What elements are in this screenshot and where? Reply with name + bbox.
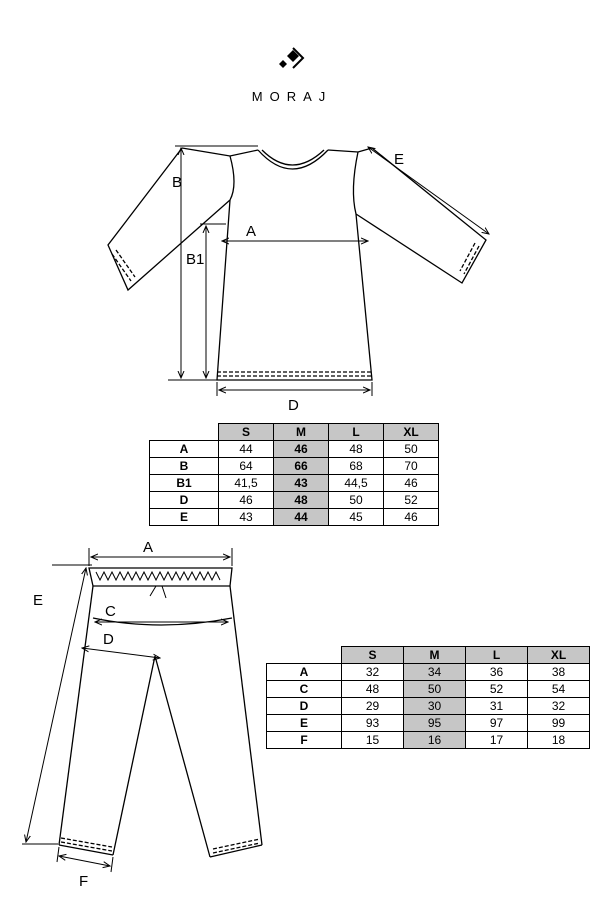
table-cell: 68 <box>329 458 384 475</box>
table-cell: 36 <box>466 664 528 681</box>
table-header-row <box>150 424 439 441</box>
table-cell: 15 <box>342 732 404 749</box>
shirt-label-a: A <box>246 223 257 240</box>
row-label: B1 <box>150 475 219 492</box>
pants-label-a: A <box>143 539 154 556</box>
table-row <box>150 441 439 458</box>
table-cell: 93 <box>342 715 404 732</box>
table-cell: 32 <box>342 664 404 681</box>
table-cell: 97 <box>466 715 528 732</box>
table-cell: 46 <box>384 475 439 492</box>
table-cell: 50 <box>329 492 384 509</box>
table-cell: 66 <box>274 458 329 475</box>
table-cell: 52 <box>466 681 528 698</box>
table-cell: 95 <box>404 715 466 732</box>
table-cell: 46 <box>384 509 439 526</box>
table-cell: 50 <box>404 681 466 698</box>
table-cell: 30 <box>404 698 466 715</box>
size-header: L <box>329 424 384 441</box>
table-cell: 44,5 <box>329 475 384 492</box>
row-label: E <box>267 715 342 732</box>
table-cell: 44 <box>219 441 274 458</box>
pants-label-d: D <box>103 631 114 648</box>
size-header: S <box>219 424 274 441</box>
table-row <box>150 509 439 526</box>
shirt-label-b: B <box>172 174 183 191</box>
table-row <box>267 715 590 732</box>
table-cell: 64 <box>219 458 274 475</box>
shirt-dimension-lines <box>168 146 489 396</box>
size-header: XL <box>528 647 590 664</box>
table-cell: 52 <box>384 492 439 509</box>
table-cell: 18 <box>528 732 590 749</box>
top-size-table <box>149 423 439 526</box>
pants-outline <box>59 568 262 857</box>
row-label: F <box>267 732 342 749</box>
row-label: E <box>150 509 219 526</box>
table-row <box>267 732 590 749</box>
table-row <box>267 664 590 681</box>
bottom-size-table <box>266 646 590 749</box>
shirt-outline <box>108 148 486 380</box>
row-label: D <box>150 492 219 509</box>
table-row <box>150 492 439 509</box>
size-header: M <box>404 647 466 664</box>
row-label: C <box>267 681 342 698</box>
table-cell: 48 <box>274 492 329 509</box>
table-header-row <box>267 647 590 664</box>
size-header: L <box>466 647 528 664</box>
table-cell: 99 <box>528 715 590 732</box>
table-cell: 38 <box>528 664 590 681</box>
row-label: A <box>267 664 342 681</box>
pants-label-c: C <box>105 603 116 620</box>
table-cell: 17 <box>466 732 528 749</box>
table-cell: 50 <box>384 441 439 458</box>
table-cell: 31 <box>466 698 528 715</box>
table-cell: 46 <box>219 492 274 509</box>
table-cell: 29 <box>342 698 404 715</box>
table-cell: 48 <box>329 441 384 458</box>
table-cell: 45 <box>329 509 384 526</box>
size-header: S <box>342 647 404 664</box>
table-cell: 43 <box>274 475 329 492</box>
table-cell: 16 <box>404 732 466 749</box>
row-label: D <box>267 698 342 715</box>
table-cell: 34 <box>404 664 466 681</box>
table-row <box>150 458 439 475</box>
row-label: A <box>150 441 219 458</box>
table-cell: 70 <box>384 458 439 475</box>
shirt-label-e: E <box>394 151 405 168</box>
table-cell: 46 <box>274 441 329 458</box>
pants-label-e: E <box>33 592 44 609</box>
size-header: XL <box>384 424 439 441</box>
pants-label-f: F <box>79 873 89 890</box>
row-label: B <box>150 458 219 475</box>
size-header: M <box>274 424 329 441</box>
table-cell: 54 <box>528 681 590 698</box>
table-row <box>267 698 590 715</box>
table-cell: 48 <box>342 681 404 698</box>
table-cell: 44 <box>274 509 329 526</box>
table-row <box>150 475 439 492</box>
table-cell: 32 <box>528 698 590 715</box>
table-cell: 41,5 <box>219 475 274 492</box>
shirt-label-d: D <box>288 397 299 414</box>
shirt-label-b1: B1 <box>186 251 205 268</box>
brand-logo-icon <box>279 48 303 68</box>
table-row <box>267 681 590 698</box>
table-cell: 43 <box>219 509 274 526</box>
brand-name: MORAJ <box>251 89 333 104</box>
